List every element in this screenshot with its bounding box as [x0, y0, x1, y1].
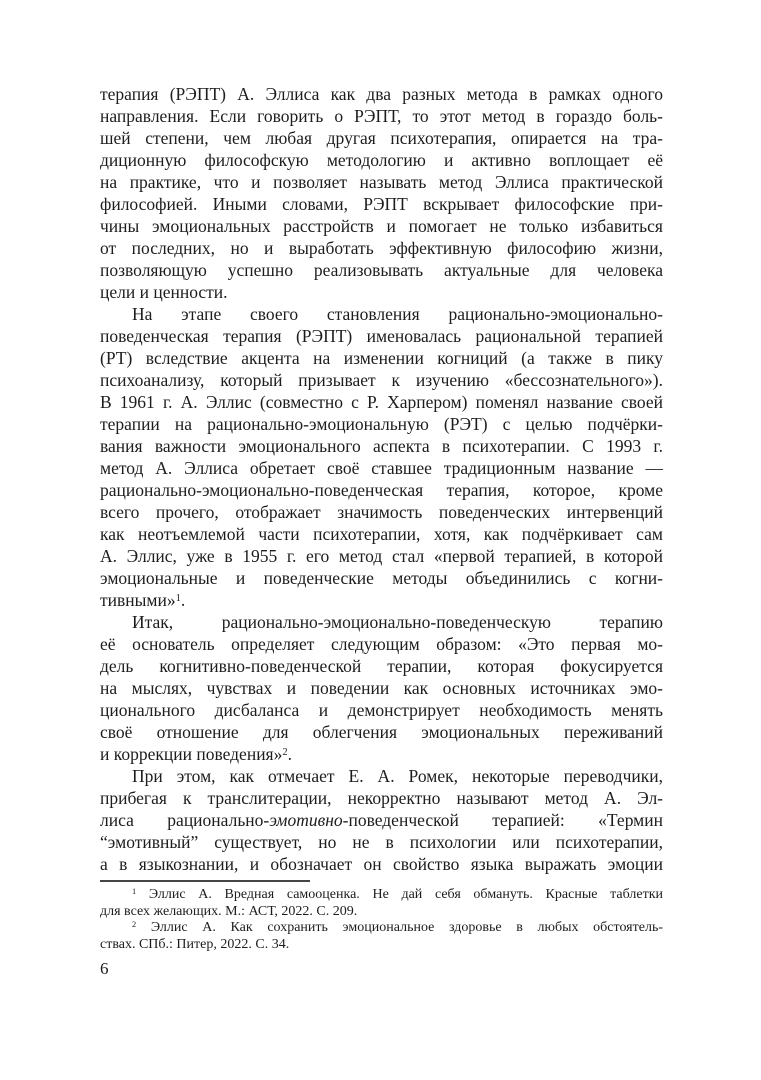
- text-line: [100, 920, 663, 937]
- text-line: [100, 215, 663, 237]
- body-text: [100, 83, 663, 875]
- text-line: [100, 457, 663, 479]
- text-segment: 1: [175, 592, 181, 604]
- text-segment: 2: [282, 746, 288, 758]
- text-line: [100, 237, 663, 259]
- text-line: [100, 787, 663, 809]
- text-line: [100, 589, 663, 611]
- text-line: [100, 369, 663, 391]
- text-line: [100, 105, 663, 127]
- text-line: [100, 887, 663, 904]
- text-segment: -поведенческой терапией: «Термин: [342, 810, 663, 830]
- text-line: [100, 479, 663, 501]
- text-segment: эмотивно: [269, 810, 343, 830]
- text-segment: на мыслях, чувствах и поведении как основных источниках эмо-: [100, 678, 663, 698]
- text-line: [100, 325, 663, 347]
- text-segment: поведенческая терапия (РЭПТ) именовалась рациональной терапией: [100, 326, 663, 346]
- text-segment: терапия (РЭПТ) А. Эллиса как два разных метода в рамках одного: [100, 84, 663, 104]
- text-segment: диционную философскую методологию и активно воплощает её: [100, 150, 663, 170]
- text-segment: как неотъемлемой части психотерапии, хотя, как подчёркивает сам: [100, 524, 663, 544]
- text-segment: на практике, что и позволяет называть метод Эллиса практической: [100, 172, 663, 192]
- text-line: [100, 127, 663, 149]
- paragraph: [100, 765, 663, 875]
- paragraph: [100, 611, 663, 765]
- text-line: [100, 193, 663, 215]
- text-segment: В 1961 г. А. Эллис (совместно с Р. Харпером) поменял название своей: [100, 392, 663, 412]
- text-line: [100, 721, 663, 743]
- text-line: [100, 809, 663, 831]
- text-segment: На этапе своего становления рационально-эмоционально-: [132, 304, 663, 324]
- text-line: [100, 435, 663, 457]
- text-segment: психоанализу, который призывает к изучению «бессознательного»).: [100, 370, 663, 390]
- paragraph: [100, 83, 663, 303]
- text-segment: .: [287, 744, 292, 764]
- text-segment: направления. Если говорить о РЭПТ, то этот метод в гораздо боль-: [100, 106, 663, 126]
- text-segment: Эллис А. Как сохранить эмоциональное здоровье в любых обстоятель-: [136, 920, 663, 935]
- text-line: [100, 347, 663, 369]
- text-line: [100, 699, 663, 721]
- text-segment: 2: [132, 919, 137, 929]
- text-line: [100, 391, 663, 413]
- text-line: [100, 171, 663, 193]
- text-segment: терапии на рационально-эмоциональную (РЭТ) с целью подчёрки-: [100, 414, 663, 434]
- text-line: [100, 677, 663, 699]
- text-line: [100, 567, 663, 589]
- text-segment: чины эмоциональных расстройств и помогает не только избавиться: [100, 216, 663, 236]
- text-segment: ционального дисбаланса и демонстрирует необходимость менять: [100, 700, 663, 720]
- text-line: [100, 937, 663, 954]
- text-segment: рационально-эмоционально-поведенческая терапия, которое, кроме: [100, 480, 663, 500]
- text-line: [100, 83, 663, 105]
- text-segment: ствах. СПб.: Питер, 2022. С. 34.: [100, 936, 290, 952]
- text-segment: (РТ) вследствие акцента на изменении когниций (а также в пику: [100, 348, 663, 368]
- text-segment: тивными»: [100, 590, 176, 610]
- text-line: [100, 743, 663, 765]
- text-segment: от последних, но и выработать эффективную философию жизни,: [100, 238, 663, 258]
- text-line: [100, 853, 663, 875]
- footnote: [100, 887, 663, 920]
- text-segment: а в языкознании, и обозначает он свойство языка выражать эмоции: [100, 854, 663, 874]
- text-line: [100, 281, 663, 303]
- text-segment: её основатель определяет следующим образом: «Это первая мо-: [100, 634, 663, 654]
- text-segment: При этом, как отмечает Е. А. Ромек, некоторые переводчики,: [132, 766, 663, 786]
- text-segment: метод А. Эллиса обретает своё ставшее традиционным название —: [100, 458, 663, 478]
- paragraph: [100, 303, 663, 611]
- text-line: [100, 831, 663, 853]
- text-line: [100, 611, 663, 633]
- text-segment: вания важности эмоционального аспекта в психотерапии. С 1993 г.: [100, 436, 663, 456]
- text-segment: цели и ценности.: [100, 282, 228, 302]
- footnote-separator-rule: [100, 880, 310, 882]
- text-segment: .: [180, 590, 186, 610]
- text-segment: Итак, рационально-эмоционально-поведенческую терапию: [132, 612, 663, 632]
- text-line: [100, 904, 663, 921]
- text-line: [100, 655, 663, 677]
- text-segment: “эмотивный” существует, но не в психологии или психотерапии,: [100, 832, 663, 852]
- text-line: [100, 545, 663, 567]
- text-line: [100, 765, 663, 787]
- text-segment: философией. Иными словами, РЭПТ вскрывает философские при-: [100, 194, 663, 214]
- text-line: [100, 413, 663, 435]
- text-line: [100, 633, 663, 655]
- page-number: 6: [100, 959, 109, 978]
- text-segment: эмоциональные и поведенческие методы объединились с когни-: [100, 568, 663, 588]
- text-segment: дель когнитивно-поведенческой терапии, которая фокусируется: [100, 656, 663, 676]
- text-segment: и коррекции поведения»: [100, 744, 283, 764]
- text-segment: всего прочего, отображает значимость поведенческих интервенций: [100, 502, 663, 522]
- text-segment: своё отношение для облегчения эмоциональных переживаний: [100, 722, 663, 742]
- text-line: [100, 259, 663, 281]
- text-segment: для всех желающих. М.: АСТ, 2022. С. 209.: [100, 903, 358, 919]
- footnote: [100, 920, 663, 953]
- text-line: [100, 149, 663, 171]
- text-segment: Эллис А. Вредная самооценка. Не дай себя обмануть. Красные таблетки: [136, 887, 663, 902]
- text-segment: А. Эллис, уже в 1955 г. его метод стал «первой терапией, в которой: [100, 546, 663, 566]
- text-segment: лиса рационально-: [100, 810, 270, 830]
- text-line: [100, 303, 663, 325]
- text-segment: шей степени, чем любая другая психотерапия, опирается на тра-: [100, 128, 663, 148]
- text-line: [100, 501, 663, 523]
- text-segment: 1: [132, 886, 137, 896]
- text-line: [100, 523, 663, 545]
- text-segment: позволяющую успешно реализовывать актуальные для человека: [100, 260, 663, 280]
- text-segment: прибегая к транслитерации, некорректно называют метод А. Эл-: [100, 788, 663, 808]
- footnotes: [100, 887, 663, 953]
